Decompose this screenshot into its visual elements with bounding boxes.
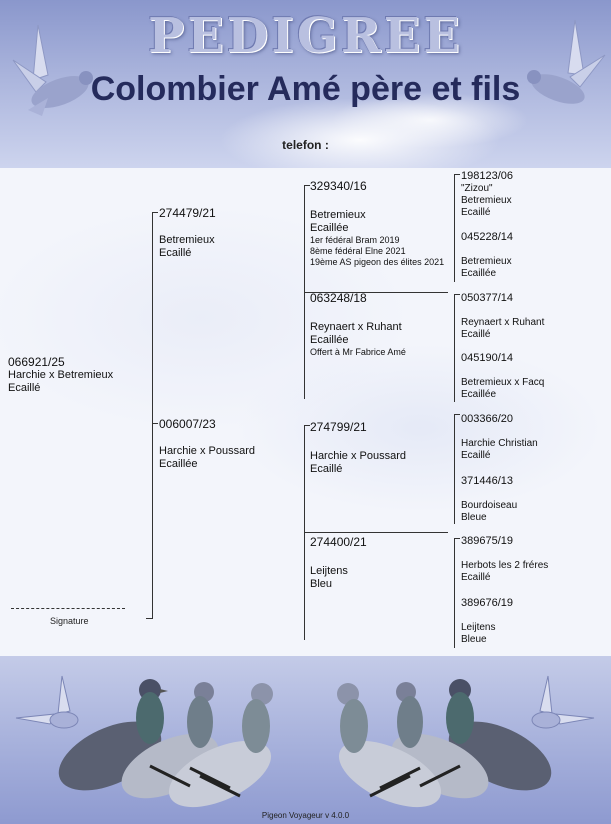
footer-banner [0, 656, 611, 824]
grandparent-sire-dam [310, 291, 450, 358]
bracket-line [454, 538, 460, 539]
ring-number: 006007/23 [159, 417, 216, 431]
gp-line-1: Harchie x Poussard [310, 450, 406, 462]
ring-number: 371446/13 [461, 475, 513, 487]
gp-line-1: Betremieux [310, 209, 366, 221]
ggp-line: Herbots les 2 fréres [461, 560, 549, 571]
ring-number: 274799/21 [310, 420, 367, 434]
gp-line-1: Reynaert x Ruhant [310, 321, 402, 333]
version-label: Pigeon Voyageur v 4.0.0 [261, 811, 350, 820]
bracket-line [152, 212, 153, 618]
gp-line-2: Bleu [310, 578, 333, 590]
ggp-line: Ecaillé [461, 207, 491, 218]
subject-line-2: Ecaillé [8, 382, 41, 394]
great-grandparent [461, 535, 606, 584]
gp-line-2: Ecaillée [310, 222, 349, 234]
grandparent-dam-dam [310, 535, 450, 591]
ggp-line: Leijtens [461, 622, 496, 633]
bracket-line [454, 174, 455, 282]
ggp-line: Betremieux x Facq [461, 377, 545, 388]
bracket-line [304, 532, 448, 533]
ggp-line: Ecaillé [461, 329, 491, 340]
dam-pigeon [159, 417, 299, 471]
pedigree-tree [0, 168, 611, 656]
ggp-line: Ecaillé [461, 572, 491, 583]
pigeons-illustration-icon [0, 656, 611, 824]
great-grandparent [461, 170, 606, 219]
subject-line-1: Harchie x Betremieux [8, 369, 114, 381]
signature-line [11, 608, 125, 609]
ring-number: 045228/14 [461, 231, 513, 243]
bracket-line [454, 174, 460, 175]
ring-number: 274400/21 [310, 535, 367, 549]
gp-note: 1er fédéral Bram 2019 [310, 235, 400, 245]
ring-number: 198123/06 [461, 170, 513, 182]
dam-line-1: Harchie x Poussard [159, 445, 255, 457]
ring-number: 066921/25 [8, 355, 65, 369]
bracket-line [454, 414, 455, 524]
gp-note: 19ème AS pigeon des élites 2021 [310, 257, 445, 267]
ggp-line: "Zizou" [461, 183, 493, 194]
ring-number: 389675/19 [461, 535, 513, 547]
ggp-line: Bleue [461, 512, 487, 523]
ring-number: 045190/14 [461, 352, 513, 364]
ggp-line: Ecaillée [461, 389, 497, 400]
grandparent-dam-sire [310, 420, 450, 476]
bracket-line [152, 212, 158, 213]
loft-name: Colombier Amé père et fils [90, 70, 521, 108]
subject-pigeon [8, 355, 148, 395]
ring-number: 050377/14 [461, 292, 513, 304]
ring-number: 389676/19 [461, 597, 513, 609]
ggp-line: Betremieux [461, 256, 512, 267]
gp-note: Offert à Mr Fabrice Amé [310, 347, 406, 357]
great-grandparent [461, 413, 606, 462]
ring-number: 003366/20 [461, 413, 513, 425]
ggp-line: Ecaillé [461, 450, 491, 461]
gp-note: 8ème fédéral Elne 2021 [310, 246, 406, 256]
ggp-line: Bleue [461, 634, 487, 645]
great-grandparent [461, 597, 606, 646]
phone-label: telefon : [282, 138, 329, 152]
bracket-line [454, 538, 455, 648]
gp-line-2: Ecaillé [310, 463, 343, 475]
ring-number: 063248/18 [310, 291, 367, 305]
pedigree-title: PEDIGREE [148, 8, 463, 64]
sire-line-2: Ecaillé [159, 247, 192, 259]
ggp-line: Harchie Christian [461, 438, 538, 449]
great-grandparent [461, 352, 606, 401]
ggp-line: Reynaert x Ruhant [461, 317, 545, 328]
gp-line-1: Leijtens [310, 565, 348, 577]
bracket-line [454, 294, 460, 295]
header-banner [0, 0, 611, 168]
signature-label: Signature [50, 616, 89, 626]
ring-number: 329340/16 [310, 179, 367, 193]
ggp-line: Ecaillée [461, 268, 497, 279]
great-grandparent [461, 475, 606, 524]
sire-pigeon [159, 206, 299, 260]
bracket-line [146, 618, 153, 619]
ring-number: 274479/21 [159, 206, 216, 220]
great-grandparent [461, 231, 606, 280]
bracket-line [152, 423, 158, 424]
gp-line-2: Ecaillée [310, 334, 349, 346]
sire-line-1: Betremieux [159, 234, 215, 246]
bracket-line [454, 414, 460, 415]
ggp-line: Bourdoiseau [461, 500, 518, 511]
bracket-line [454, 294, 455, 402]
ggp-line: Betremieux [461, 195, 512, 206]
great-grandparent [461, 292, 606, 341]
grandparent-sire-sire [310, 179, 450, 268]
dam-line-2: Ecaillée [159, 458, 198, 470]
